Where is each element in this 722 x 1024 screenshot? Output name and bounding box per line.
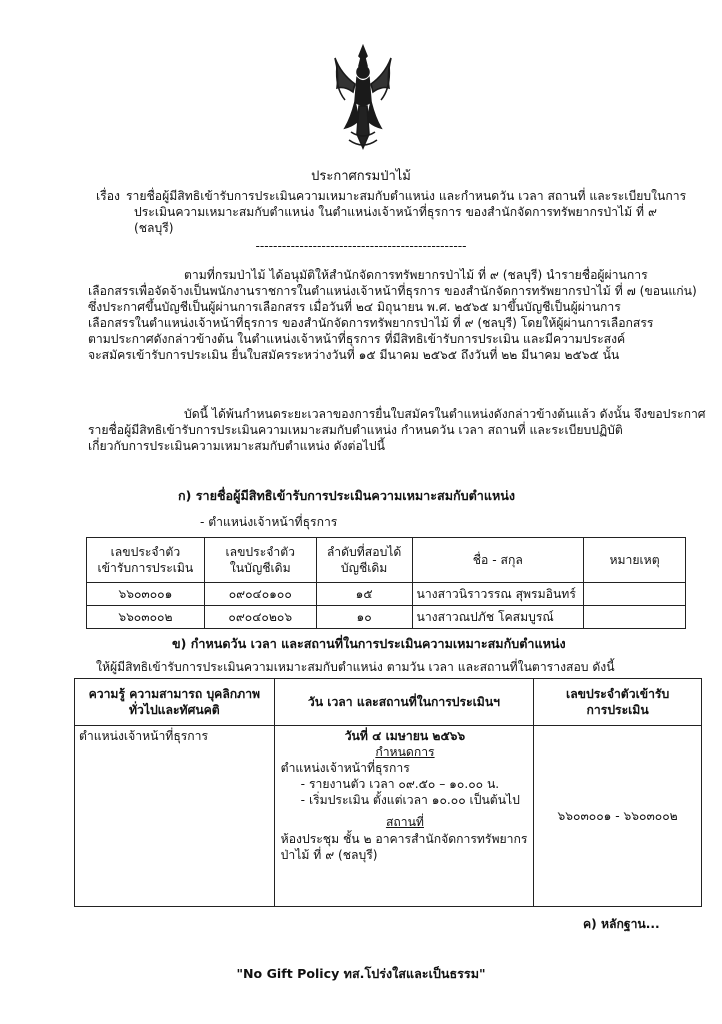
- header-cell: หมายเหตุ: [584, 538, 686, 583]
- paragraph-line: ซึ่งประกาศขึ้นบัญชีเป็นผู้ผ่านการเลือกสรร เมื่อวันที่ ๒๔ มิถุนายน พ.ศ. ๒๕๖๕ มาขึ้นบัญชีเป็นผู้ผ่านการ: [88, 300, 621, 315]
- paragraph-2: [88, 406, 706, 454]
- header-cell: ลำดับที่สอบได้ บัญชีเดิม: [316, 538, 412, 583]
- paragraph-line: ตามประกาศดังกล่าวข้างต้น ในตำแหน่งเจ้าหน้าที่ธุรการ ที่มีสิทธิเข้ารับการประเมิน และมีความประสงค์: [88, 332, 626, 347]
- table-cell: ๖๖๐๓๐๐๑: [87, 583, 205, 606]
- section-a-subheading: - ตำแหน่งเจ้าหน้าที่ธุรการ: [200, 515, 338, 529]
- paragraph-line: บัดนี้ ได้พ้นกำหนดระยะเวลาของการยื่นใบสมัครในตำแหน่งดังกล่าวข้างต้นแล้ว ดังนั้น จึงขอประกาศ: [184, 407, 706, 421]
- table-cell: [584, 583, 686, 606]
- table-row: [87, 606, 686, 629]
- header-cell: เลขประจำตัวเข้ารับ การประเมิน: [534, 679, 702, 726]
- table-cell: [584, 606, 686, 629]
- subject-label: เรื่อง: [96, 189, 120, 203]
- subject-block: [96, 188, 696, 236]
- place-line: ป่าไม้ ที่ ๙ (ชลบุรี): [280, 847, 378, 862]
- continuation-note: ค) หลักฐาน...: [583, 917, 660, 931]
- header-cell: เลขประจำตัว ในบัญชีเดิม: [204, 538, 316, 583]
- subject-line-2: ประเมินความเหมาะสมกับตำแหน่ง ในตำแหน่งเจ้าหน้าที่ธุรการ ของสำนักจัดการทรัพยากรป่าไม้ ที่ ๙ (ชลบุรี): [134, 205, 657, 236]
- schedule-item: - เริ่มประเมิน ตั้งแต่เวลา ๑๐.๐๐ เป็นต้นไป: [300, 793, 520, 808]
- header-cell: ชื่อ - สกุล: [412, 538, 584, 583]
- candidates-table: [86, 537, 686, 629]
- paragraph-line: ตามที่กรมป่าไม้ ได้อนุมัติให้สำนักจัดการทรัพยากรป่าไม้ ที่ ๙ (ชลบุรี) นำรายชื่อผู้ผ่านการ: [184, 268, 648, 282]
- table-header-row: [87, 538, 686, 583]
- section-a-heading: ก) รายชื่อผู้มีสิทธิเข้ารับการประเมินความเหมาะสมกับตำแหน่ง: [178, 488, 516, 503]
- paragraph-line: เลือกสรรในตำแหน่งเจ้าหน้าที่ธุรการ ของสำนักจัดการทรัพยากรป่าไม้ ที่ ๙ (ชลบุรี) โดยให้ผู้ผ่านการเลือกสรร: [88, 316, 654, 331]
- paragraph-line: เลือกสรรเพื่อจัดจ้างเป็นพนักงานราชการในตำแหน่งเจ้าหน้าที่ธุรการ ของสำนักจัดการทรัพยากรป่าไม้ ที่ ๗ (ขอนแก่น): [88, 284, 697, 299]
- footer-slogan: "No Gift Policy ทส.โปร่งใสและเป็นธรรม": [236, 966, 486, 981]
- table-cell: ๑๕: [316, 583, 412, 606]
- position-cell: ตำแหน่งเจ้าหน้าที่ธุรการ: [75, 726, 275, 907]
- table-cell: นางสาวณปภัช โคสมบูรณ์: [412, 606, 584, 629]
- id-range-cell: ๖๖๐๓๐๐๑ - ๖๖๐๓๐๐๒: [534, 726, 702, 907]
- place-heading: สถานที่: [385, 815, 424, 830]
- subject-line-1: รายชื่อผู้มีสิทธิเข้ารับการประเมินความเหมาะสมกับตำแหน่ง และกำหนดวัน เวลา สถานที่ และระเบียบในการ: [125, 189, 687, 203]
- table-row: [87, 583, 686, 606]
- schedule-heading: กำหนดการ: [375, 745, 435, 760]
- schedule-position: ตำแหน่งเจ้าหน้าที่ธุรการ: [280, 761, 410, 776]
- paragraph-1: [88, 267, 698, 364]
- paragraph-line: รายชื่อผู้มีสิทธิเข้ารับการประเมินความเหมาะสมกับตำแหน่ง กำหนดวัน เวลา สถานที่ และระเบียบปฏิบัติ: [88, 423, 623, 438]
- header-cell: เลขประจำตัว เข้ารับการประเมิน: [87, 538, 205, 583]
- schedule-table: [74, 678, 702, 907]
- schedule-cell: [274, 726, 534, 907]
- garuda-emblem-icon: [331, 44, 395, 152]
- schedule-item: - รายงานตัว เวลา ๐๙.๕๐ – ๑๐.๐๐ น.: [300, 777, 500, 792]
- table-header-row: [75, 679, 702, 726]
- table-cell: ๐๙๐๔๐๒๐๖: [204, 606, 316, 629]
- table-cell: นางสาวนิราวรรณ สุพรมอินทร์: [412, 583, 584, 606]
- place-line: ห้องประชุม ชั้น ๒ อาคารสำนักจัดการทรัพยากร: [280, 831, 528, 846]
- separator-rule: ------------------------------------------------: [255, 239, 467, 253]
- header-cell: ความรู้ ความสามารถ บุคลิกภาพ ทั่วไปและทัศนคติ: [75, 679, 275, 726]
- table-row: [75, 726, 702, 907]
- section-b-intro: ให้ผู้มีสิทธิเข้ารับการประเมินความเหมาะสมกับตำแหน่ง ตามวัน เวลา และสถานที่ในตารางสอบ ดังนี้: [96, 660, 615, 674]
- table-cell: ๐๙๐๔๐๑๐๐: [204, 583, 316, 606]
- paragraph-line: จะสมัครเข้ารับการประเมิน ยื่นใบสมัครระหว่างวันที่ ๑๕ มีนาคม ๒๕๖๕ ถึงวันที่ ๒๒ มีนาคม ๒๕๖๕ นั้น: [88, 348, 620, 363]
- header-cell: วัน เวลา และสถานที่ในการประเมินฯ: [274, 679, 534, 726]
- section-b-heading: ข) กำหนดวัน เวลา และสถานที่ในการประเมินความเหมาะสมกับตำแหน่ง: [172, 636, 566, 651]
- table-cell: ๖๖๐๓๐๐๒: [87, 606, 205, 629]
- paragraph-line: เกี่ยวกับการประเมินความเหมาะสมกับตำแหน่ง ดังต่อไปนี้: [88, 439, 385, 454]
- announcement-title: ประกาศกรมป่าไม้: [311, 169, 411, 184]
- table-cell: ๑๐: [316, 606, 412, 629]
- exam-date: วันที่ ๔ เมษายน ๒๕๖๖: [344, 729, 466, 743]
